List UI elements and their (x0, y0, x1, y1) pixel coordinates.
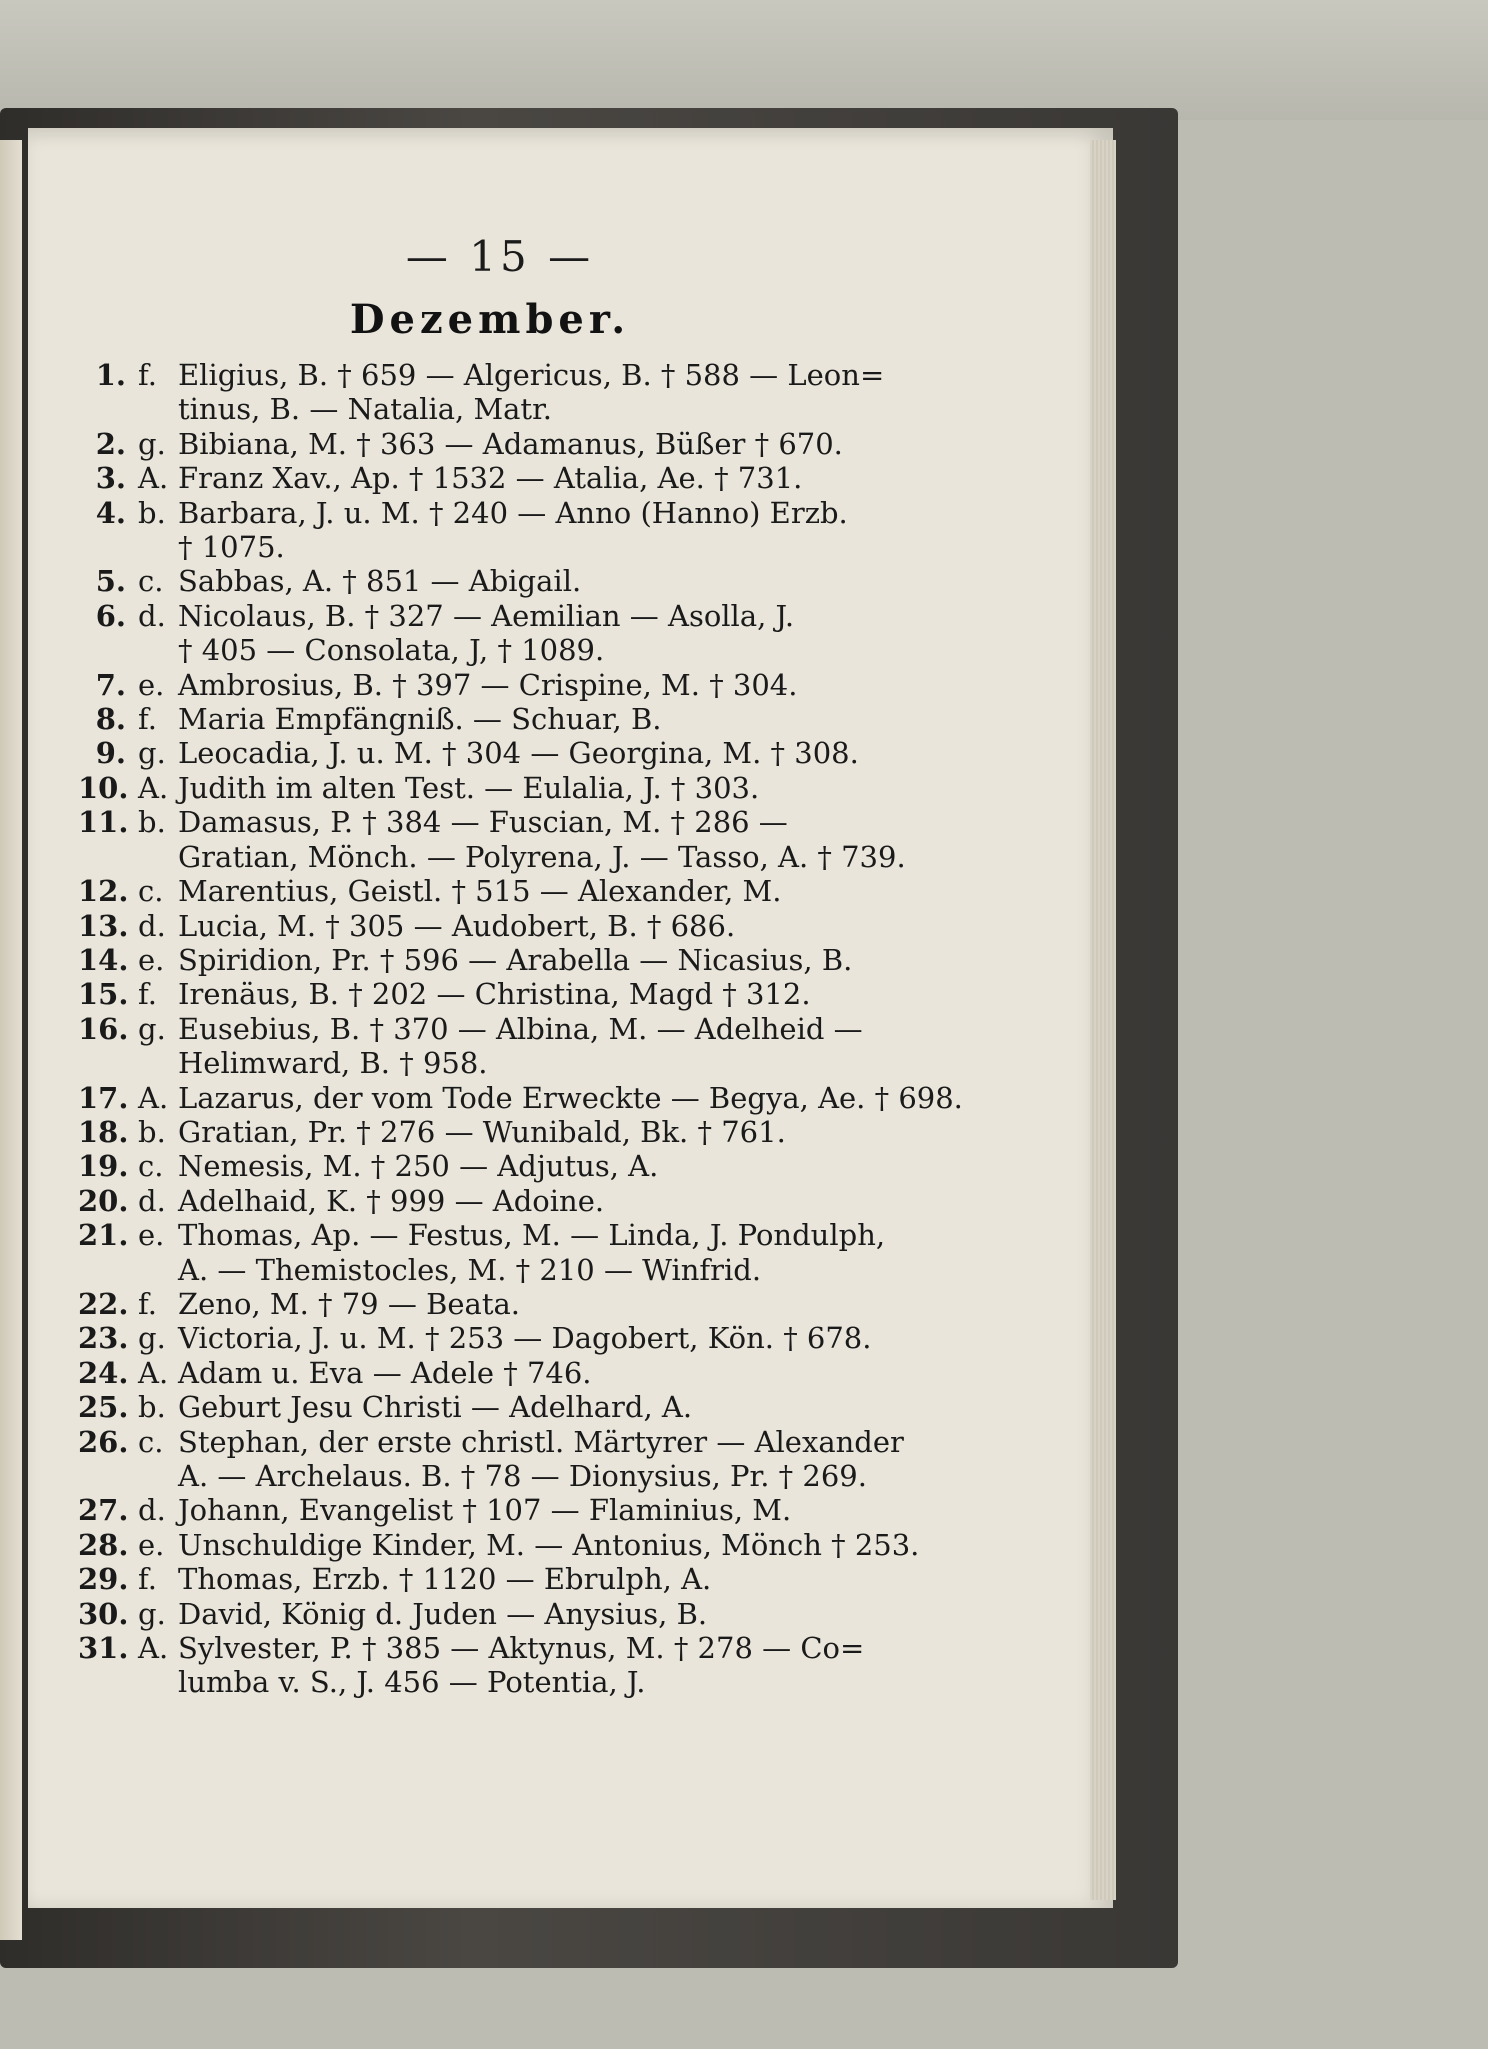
day-number: 3. (95, 461, 126, 496)
day-number: 2. (95, 426, 126, 461)
day-letter: A. (138, 1355, 169, 1390)
day-number: 23. (78, 1321, 129, 1356)
calendar-entry (78, 805, 978, 874)
day-number: 17. (78, 1080, 129, 1115)
calendar-entry (78, 1493, 978, 1527)
saints-line: A. — Themistocles, M. † 210 — Winfrid. (178, 1252, 762, 1287)
saints-text (178, 1149, 978, 1183)
saints-line: † 405 — Consolata, J, † 1089. (178, 633, 605, 668)
saints-line: Johann, Evangelist † 107 — Flaminius, M. (178, 1493, 792, 1528)
day-letter: d. (138, 908, 166, 943)
day-letter: A. (138, 770, 169, 805)
saints-text (178, 943, 978, 977)
day-number: 18. (78, 1114, 129, 1149)
saints-text (178, 736, 978, 770)
saints-line: David, König d. Juden — Anysius, B. (178, 1596, 708, 1631)
calendar-entry (78, 736, 978, 770)
day-letter: f. (138, 702, 157, 737)
saints-text (178, 564, 978, 598)
calendar-entry (78, 1218, 978, 1287)
saints-text (178, 771, 978, 805)
calendar-entry (78, 1597, 978, 1631)
saints-line: Spiridion, Pr. † 596 — Arabella — Nicasius, B. (178, 942, 853, 977)
saints-line: Irenäus, B. † 202 — Christina, Magd † 312. (178, 977, 811, 1012)
saints-text (178, 977, 978, 1011)
saints-text (178, 1528, 978, 1562)
saints-text (178, 1631, 978, 1700)
saints-line: Ambrosius, B. † 397 — Crispine, M. † 304. (178, 667, 798, 702)
day-number: 9. (95, 736, 126, 771)
saints-line: Judith im alten Test. — Eulalia, J. † 303. (178, 770, 760, 805)
calendar-entry (78, 461, 978, 495)
saints-line: A. — Archelaus. B. † 78 — Dionysius, Pr. † 269. (178, 1459, 867, 1493)
day-number: 25. (78, 1390, 129, 1425)
day-number: 8. (95, 702, 126, 737)
day-number: 5. (95, 564, 126, 599)
left-page-edge (0, 140, 22, 1940)
day-number: 30. (78, 1596, 129, 1631)
day-letter: f. (138, 1286, 157, 1321)
day-letter: e. (138, 1527, 165, 1562)
saints-line: Helimward, B. † 958. (178, 1046, 488, 1081)
saints-line: Lazarus, der vom Tode Erweckte — Begya, Ae. † 698. (178, 1080, 963, 1115)
day-number: 16. (78, 1011, 129, 1046)
day-number: 7. (95, 667, 126, 702)
month-heading: Dezember. (349, 296, 631, 343)
saints-text (178, 427, 978, 461)
saints-text (178, 1081, 978, 1115)
saints-text (178, 1597, 978, 1631)
day-letter: g. (138, 1321, 166, 1356)
calendar-entry (78, 427, 978, 461)
calendar-entry (78, 909, 978, 943)
day-letter: b. (138, 1114, 166, 1149)
calendar-entry (78, 1115, 978, 1149)
saints-line: Thomas, Ap. — Festus, M. — Linda, J. Pondulph, (178, 1218, 886, 1253)
day-number: 29. (78, 1562, 129, 1597)
page-number: — 15 — (405, 232, 595, 281)
saints-text (178, 461, 978, 495)
calendar-entry (78, 1012, 978, 1081)
saints-line: † 1075. (178, 530, 285, 565)
saints-line: Gratian, Pr. † 276 — Wunibald, Bk. † 761. (178, 1114, 786, 1149)
day-number: 6. (95, 598, 126, 633)
saints-text (178, 1012, 978, 1081)
saints-text (178, 1390, 978, 1424)
saints-line: Nemesis, M. † 250 — Adjutus, A. (178, 1149, 659, 1184)
day-letter: b. (138, 1390, 166, 1425)
saints-line: Eligius, B. † 659 — Algericus, B. † 588 — Leon= (178, 358, 885, 392)
saints-text (178, 668, 978, 702)
saints-line: tinus, B. — Natalia, Matr. (178, 392, 552, 427)
day-number: 11. (78, 805, 129, 840)
day-number: 15. (78, 977, 129, 1012)
calendar-entry (78, 771, 978, 805)
background (0, 0, 1488, 120)
saints-text (178, 599, 978, 668)
day-letter: f. (138, 977, 157, 1012)
day-letter: g. (138, 1011, 166, 1046)
saints-text (178, 358, 978, 427)
saints-line: Franz Xav., Ap. † 1532 — Atalia, Ae. † 731. (178, 461, 803, 496)
saints-line: Adelhaid, K. † 999 — Adoine. (178, 1183, 605, 1218)
calendar-entry (78, 1184, 978, 1218)
saints-line: Marentius, Geistl. † 515 — Alexander, M. (178, 874, 782, 909)
calendar-entry (78, 1149, 978, 1183)
day-letter: f. (138, 358, 157, 392)
day-letter: g. (138, 426, 166, 461)
day-number: 22. (78, 1286, 129, 1321)
calendar-entry (78, 599, 978, 668)
calendar-entries (78, 358, 978, 1700)
saints-text (178, 1356, 978, 1390)
saints-line: Nicolaus, B. † 327 — Aemilian — Asolla, J. (178, 598, 795, 633)
day-letter: g. (138, 736, 166, 771)
saints-line: Sabbas, A. † 851 — Abigail. (178, 564, 582, 599)
saints-line: Stephan, der erste christl. Märtyrer — Alexander (178, 1424, 904, 1459)
day-number: 27. (78, 1493, 129, 1528)
calendar-entry (78, 977, 978, 1011)
day-number: 13. (78, 908, 129, 943)
saints-text (178, 1321, 978, 1355)
calendar-entry (78, 1081, 978, 1115)
day-number: 28. (78, 1527, 129, 1562)
day-letter: b. (138, 805, 166, 840)
day-letter: A. (138, 461, 169, 496)
day-letter: e. (138, 667, 165, 702)
saints-text (178, 1562, 978, 1596)
saints-line: Leocadia, J. u. M. † 304 — Georgina, M. † 308. (178, 736, 859, 771)
saints-line: Thomas, Erzb. † 1120 — Ebrulph, A. (178, 1562, 712, 1597)
calendar-entry (78, 1528, 978, 1562)
saints-line: Zeno, M. † 79 — Beata. (178, 1286, 520, 1321)
day-letter: c. (138, 874, 164, 909)
calendar-entry (78, 943, 978, 977)
saints-text (178, 1287, 978, 1321)
day-number: 31. (78, 1631, 129, 1666)
saints-line: Gratian, Mönch. — Polyrena, J. — Tasso, A. † 739. (178, 839, 906, 874)
saints-line: Damasus, P. † 384 — Fuscian, M. † 286 — (178, 805, 788, 840)
saints-text (178, 805, 978, 874)
saints-text (178, 1218, 978, 1287)
day-letter: b. (138, 495, 166, 530)
day-letter: f. (138, 1562, 157, 1597)
page-edges (1090, 140, 1116, 1900)
day-number: 21. (78, 1218, 129, 1253)
day-letter: A. (138, 1631, 169, 1666)
day-letter: e. (138, 1218, 165, 1253)
day-number: 24. (78, 1355, 129, 1390)
saints-text (178, 1425, 978, 1494)
calendar-entry (78, 358, 978, 427)
saints-text (178, 874, 978, 908)
day-number: 4. (95, 495, 126, 530)
saints-line: Adam u. Eva — Adele † 746. (178, 1355, 592, 1390)
saints-text (178, 496, 978, 565)
day-number: 10. (78, 770, 129, 805)
day-letter: g. (138, 1596, 166, 1631)
day-letter: e. (138, 942, 165, 977)
saints-line: Sylvester, P. † 385 — Aktynus, M. † 278 — Co= (178, 1631, 865, 1666)
calendar-entry (78, 1356, 978, 1390)
saints-line: Eusebius, B. † 370 — Albina, M. — Adelheid — (178, 1011, 863, 1046)
saints-text (178, 1115, 978, 1149)
day-number: 20. (78, 1183, 129, 1218)
saints-text (178, 1493, 978, 1527)
day-number: 19. (78, 1149, 129, 1184)
calendar-entry (78, 1390, 978, 1424)
day-letter: d. (138, 1493, 166, 1528)
saints-line: lumba v. S., J. 456 — Potentia, J. (178, 1665, 646, 1700)
calendar-entry (78, 564, 978, 598)
saints-line: Geburt Jesu Christi — Adelhard, A. (178, 1390, 693, 1425)
saints-line: Victoria, J. u. M. † 253 — Dagobert, Kön. † 678. (178, 1321, 872, 1356)
calendar-entry (78, 1425, 978, 1494)
saints-line: Barbara, J. u. M. † 240 — Anno (Hanno) Erzb. (178, 495, 848, 530)
calendar-entry (78, 1562, 978, 1596)
day-letter: d. (138, 598, 166, 633)
saints-text (178, 702, 978, 736)
calendar-entry (78, 1631, 978, 1700)
day-letter: d. (138, 1183, 166, 1218)
calendar-entry (78, 874, 978, 908)
saints-line: Maria Empfängniß. — Schuar, B. (178, 702, 662, 737)
calendar-entry (78, 702, 978, 736)
day-number: 12. (78, 874, 129, 909)
day-number: 14. (78, 942, 129, 977)
calendar-entry (78, 1287, 978, 1321)
calendar-entry (78, 496, 978, 565)
day-letter: A. (138, 1080, 169, 1115)
day-number: 26. (78, 1424, 129, 1459)
day-letter: c. (138, 564, 164, 599)
day-letter: c. (138, 1149, 164, 1184)
saints-text (178, 1184, 978, 1218)
saints-text (178, 909, 978, 943)
calendar-entry (78, 1321, 978, 1355)
day-number: 1. (95, 358, 126, 392)
calendar-entry (78, 668, 978, 702)
day-letter: c. (138, 1424, 164, 1459)
saints-line: Unschuldige Kinder, M. — Antonius, Mönch † 253. (178, 1527, 920, 1562)
saints-line: Bibiana, M. † 363 — Adamanus, Büßer † 670. (178, 426, 843, 461)
saints-line: Lucia, M. † 305 — Audobert, B. † 686. (178, 908, 736, 943)
